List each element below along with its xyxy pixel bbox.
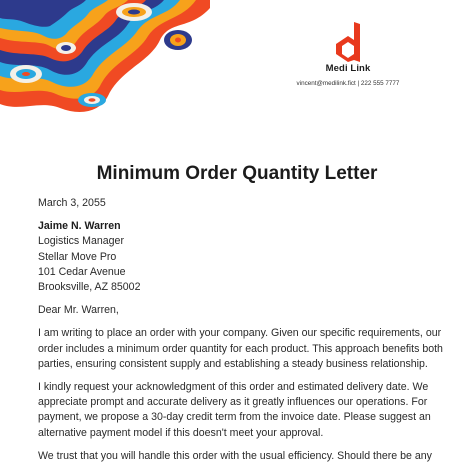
paragraph-1: [38, 326, 444, 372]
paragraph-line: appreciate prompt and accurate delivery as it greatly influences our operations. For: [38, 396, 428, 409]
brand-block: [274, 22, 422, 87]
decorative-art: [0, 0, 210, 116]
recipient-city: Brooksville, AZ 85002: [38, 281, 141, 294]
paragraph-2: [38, 380, 444, 441]
recipient-title: Logistics Manager: [38, 235, 124, 248]
letter-title: Minimum Order Quantity Letter: [96, 163, 378, 184]
brand-contact: vincent@medilink.fict | 222 555 7777: [296, 80, 400, 87]
recipient-block: [38, 219, 444, 295]
paragraph-line: order includes a minimum order quantity for each product. This approach benefits both: [38, 342, 443, 355]
medi-link-logo-icon: [332, 22, 364, 62]
brand-name: Medi Link: [325, 63, 371, 74]
letter-date: March 3, 2055: [38, 197, 106, 209]
paragraph-line: I kindly request your acknowledgment of this order and estimated delivery date. We: [38, 381, 429, 394]
paragraph-line: We trust that you will handle this order with the usual efficiency. Should there be any: [38, 449, 432, 462]
recipient-company: Stellar Move Pro: [38, 250, 117, 263]
salutation: Dear Mr. Warren,: [38, 304, 119, 317]
paragraph-line: parties, ensuring consistent supply and establishing a steady business relationship.: [38, 357, 428, 370]
recipient-street: 101 Cedar Avenue: [38, 265, 126, 278]
paragraph-3: [38, 449, 444, 464]
recipient-name: Jaime N. Warren: [38, 220, 121, 233]
letter-body: [38, 196, 444, 464]
paragraph-line: I am writing to place an order with your company. Given our specific requirements, our: [38, 327, 442, 340]
paragraph-line: payment, we propose a 30-day credit term from the invoice date. Please suggest an: [38, 411, 431, 424]
paragraph-line: alternative payment model if this doesn't meet your approval.: [38, 426, 324, 439]
